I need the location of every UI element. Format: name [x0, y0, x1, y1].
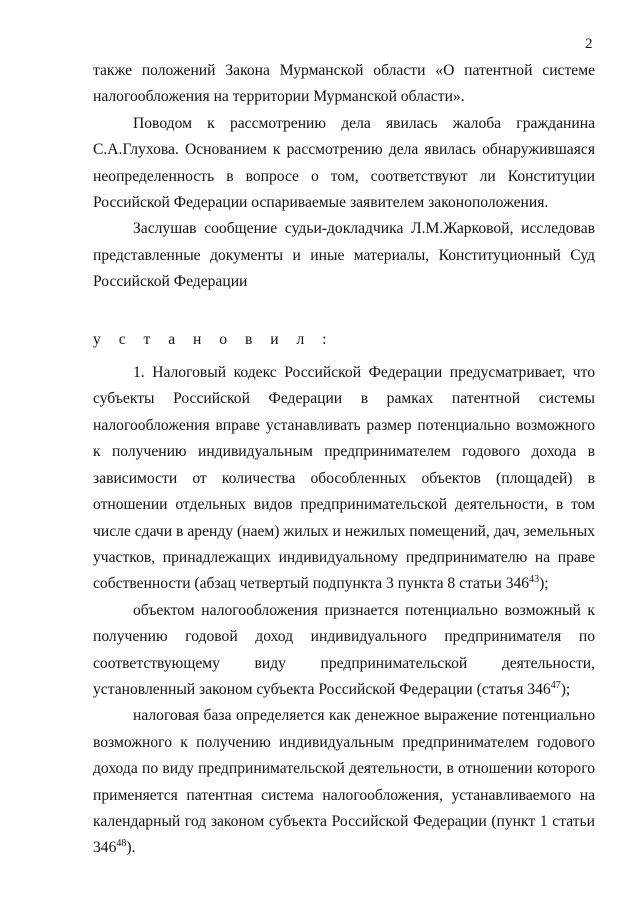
paragraph	[93, 598, 595, 704]
paragraph-end: );	[539, 575, 549, 593]
document-body	[93, 58, 595, 862]
paragraph: также положений Закона Мурманской области «О патентной системе налогообложения на территории Мурманской области».	[93, 62, 595, 106]
paragraph-text: 1. Налоговый кодекс Российской Федерации предусматривает, что субъекты Российской Федерации в рамках патентной системы налогообложения вправе устанавливать размер потенциально возможного к получению индивидуальным предпринимателем годового дохода в зависимости от количества обособленных объектов (площадей) в отношении отдельных видов предпринимательской деятельности, в том числе сдачи в аренду (наем) жилых и нежилых помещений, дач, земельных участков, принадлежащих индивидуальному предпринимателю на праве собственности (абзац четвертый подпункта 3 пункта 8 статьи 346	[93, 364, 595, 593]
section-heading: у с т а н о в и л :	[93, 330, 334, 348]
paragraph	[93, 360, 595, 598]
paragraph: Заслушав сообщение судьи-докладчика Л.М.Жарковой, исследовав представленные документы и иные материалы, Конституционный Суд Российской Федерации	[93, 220, 595, 291]
superscript: 47	[550, 679, 561, 691]
superscript: 48	[116, 838, 127, 850]
superscript: 43	[529, 574, 540, 586]
paragraph-text: налоговая база определяется как денежное выражение потенциально возможного к получению индивидуальным предпринимателем годового дохода по виду предпринимательской деятельности, в отношении которого применяется патентная система налогообложения, устанавливаемого на календарный год законом субъекта Российской Федерации (пункт 1 статьи 346	[93, 707, 595, 857]
paragraph	[93, 703, 595, 861]
paragraph-text: объектом налогообложения признается потенциально возможный к получению годовой доход индивидуального предпринимателя по соответствующему виду предпринимательской деятельности, установленный законом субъекта Российской Федерации (статья 346	[93, 601, 595, 698]
paragraph-end: ).	[126, 839, 136, 857]
page-number: 2	[585, 36, 593, 52]
paragraph: Поводом к рассмотрению дела явилась жалоба гражданина С.А.Глухова. Основанием к рассмотрению дела явилась обнаружившаяся неопределенность в вопросе о том, соответствуют ли Конституции Российской Федерации оспариваемые заявителем законоположения.	[93, 114, 595, 212]
paragraph-end: );	[560, 680, 571, 698]
